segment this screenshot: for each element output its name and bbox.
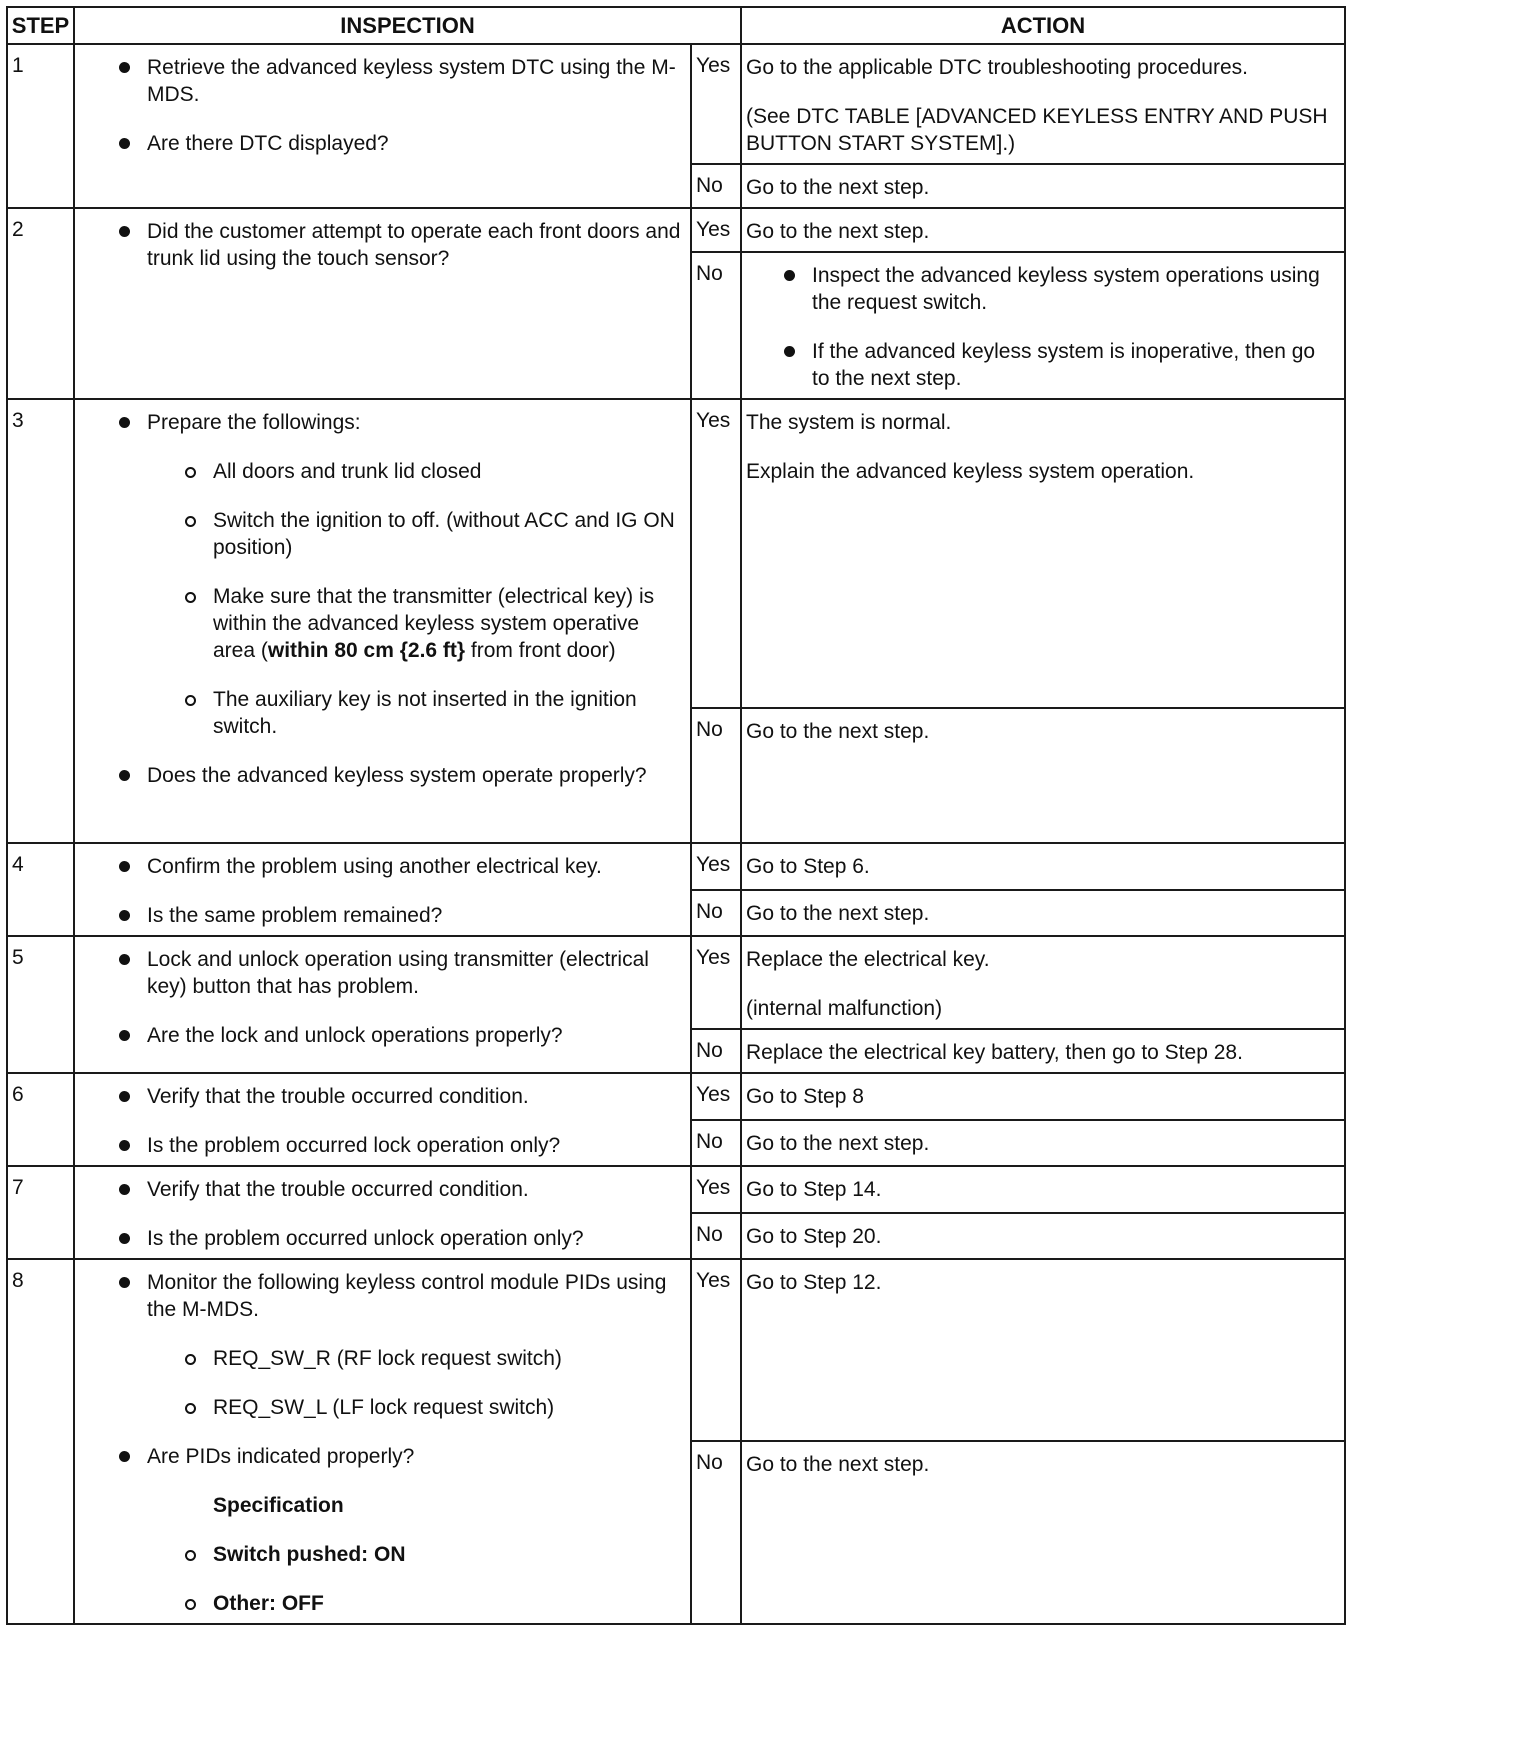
inspection-item: Confirm the problem using another electrical key. [75,853,682,880]
yes-label: Yes [691,1073,741,1120]
no-action: Go to the next step. [741,1120,1345,1167]
header-action: ACTION [741,7,1345,44]
inspection-cell [74,208,691,399]
action-text: Replace the electrical key. [746,948,990,971]
action-text: The system is normal. [746,411,952,434]
inspection-item: Retrieve the advanced keyless system DTC using the M-MDS. [75,54,682,108]
inspection-cell [74,399,691,843]
yes-action [741,399,1345,708]
specification-item: Switch pushed: ON [75,1541,682,1568]
action-text: Explain the advanced keyless system operation. [746,460,1195,483]
no-label: No [691,252,741,399]
inspection-cell [74,1166,691,1259]
yes-label: Yes [691,399,741,708]
step-number: 6 [7,1073,74,1166]
no-action: Go to the next step. [741,890,1345,937]
action-text: (internal malfunction) [746,997,943,1020]
inspection-table [6,6,1346,1625]
yes-label: Yes [691,1259,741,1441]
inspection-question: Is the problem occurred unlock operation only? [75,1225,682,1252]
inspection-subitem: REQ_SW_L (LF lock request switch) [75,1394,682,1421]
inspection-cell [74,44,691,208]
no-label: No [691,1213,741,1260]
no-action: Go to the next step. [741,164,1345,208]
header-row [7,7,1345,44]
step-3-yes-row [7,399,1345,708]
yes-label: Yes [691,843,741,890]
step-number: 8 [7,1259,74,1624]
inspection-cell [74,1259,691,1624]
inspection-subitem: All doors and trunk lid closed [75,458,682,485]
inspection-item: Verify that the trouble occurred condition. [75,1083,682,1110]
yes-action: Go to Step 14. [741,1166,1345,1213]
subitem-text: from front door) [465,639,616,662]
subitem-text: Make sure that the transmitter (electrical key) is within the advanced keyless system operative area ( [213,585,655,662]
no-action: Replace the electrical key battery, then go to Step 28. [741,1029,1345,1073]
inspection-question: Are PIDs indicated properly? [75,1443,682,1470]
yes-action: Go to Step 8 [741,1073,1345,1120]
step-5-yes-row [7,936,1345,1029]
yes-label: Yes [691,44,741,164]
step-number: 7 [7,1166,74,1259]
inspection-subitem: Switch the ignition to off. (without ACC and IG ON position) [75,507,682,561]
header-step: STEP [7,7,74,44]
inspection-question: Does the advanced keyless system operate properly? [75,762,682,789]
no-action [741,252,1345,399]
no-label: No [691,1029,741,1073]
yes-action: Go to Step 6. [741,843,1345,890]
no-label: No [691,708,741,843]
yes-action: Go to Step 12. [741,1259,1345,1441]
specification-title: Specification [213,1494,344,1517]
inspection-cell [74,843,691,936]
step-number: 2 [7,208,74,399]
inspection-cell [74,1073,691,1166]
yes-label: Yes [691,1166,741,1213]
no-label: No [691,1441,741,1624]
yes-action [741,936,1345,1029]
action-item: If the advanced keyless system is inoperative, then go to the next step. [746,338,1338,392]
no-action: Go to Step 20. [741,1213,1345,1260]
step-7-yes-row [7,1166,1345,1213]
inspection-question: Did the customer attempt to operate each front doors and trunk lid using the touch sensor? [75,218,682,272]
inspection-subitem: The auxiliary key is not inserted in the ignition switch. [75,686,682,740]
yes-label: Yes [691,208,741,252]
inspection-question: Is the same problem remained? [75,902,682,929]
yes-action [741,44,1345,164]
inspection-cell [74,936,691,1073]
no-label: No [691,890,741,937]
step-number: 3 [7,399,74,843]
step-number: 5 [7,936,74,1073]
inspection-question: Is the problem occurred lock operation only? [75,1132,682,1159]
specification-item: Other: OFF [75,1590,682,1617]
inspection-item: Verify that the trouble occurred condition. [75,1176,682,1203]
yes-label: Yes [691,936,741,1029]
inspection-item: Monitor the following keyless control module PIDs using the M-MDS. [75,1269,682,1323]
no-label: No [691,164,741,208]
inspection-question: Are there DTC displayed? [75,130,682,157]
header-inspection: INSPECTION [74,7,741,44]
no-action: Go to the next step. [741,708,1345,843]
inspection-subitem: REQ_SW_R (RF lock request switch) [75,1345,682,1372]
inspection-subitem [75,583,682,664]
step-2-yes-row [7,208,1345,252]
action-text: Go to the applicable DTC troubleshooting procedures. [746,56,1248,79]
inspection-item: Prepare the followings: [75,409,682,436]
yes-action: Go to the next step. [741,208,1345,252]
step-1-yes-row [7,44,1345,164]
action-item: Inspect the advanced keyless system operations using the request switch. [746,262,1338,316]
step-number: 4 [7,843,74,936]
inspection-item: Lock and unlock operation using transmitter (electrical key) button that has problem. [75,946,682,1000]
step-4-yes-row [7,843,1345,890]
step-8-yes-row [7,1259,1345,1441]
inspection-question: Are the lock and unlock operations properly? [75,1022,682,1049]
no-action: Go to the next step. [741,1441,1345,1624]
operative-range: within 80 cm {2.6 ft} [267,639,466,662]
step-6-yes-row [7,1073,1345,1120]
no-label: No [691,1120,741,1167]
action-reference: (See DTC TABLE [ADVANCED KEYLESS ENTRY AND PUSH BUTTON START SYSTEM].) [746,105,1328,155]
step-number: 1 [7,44,74,208]
